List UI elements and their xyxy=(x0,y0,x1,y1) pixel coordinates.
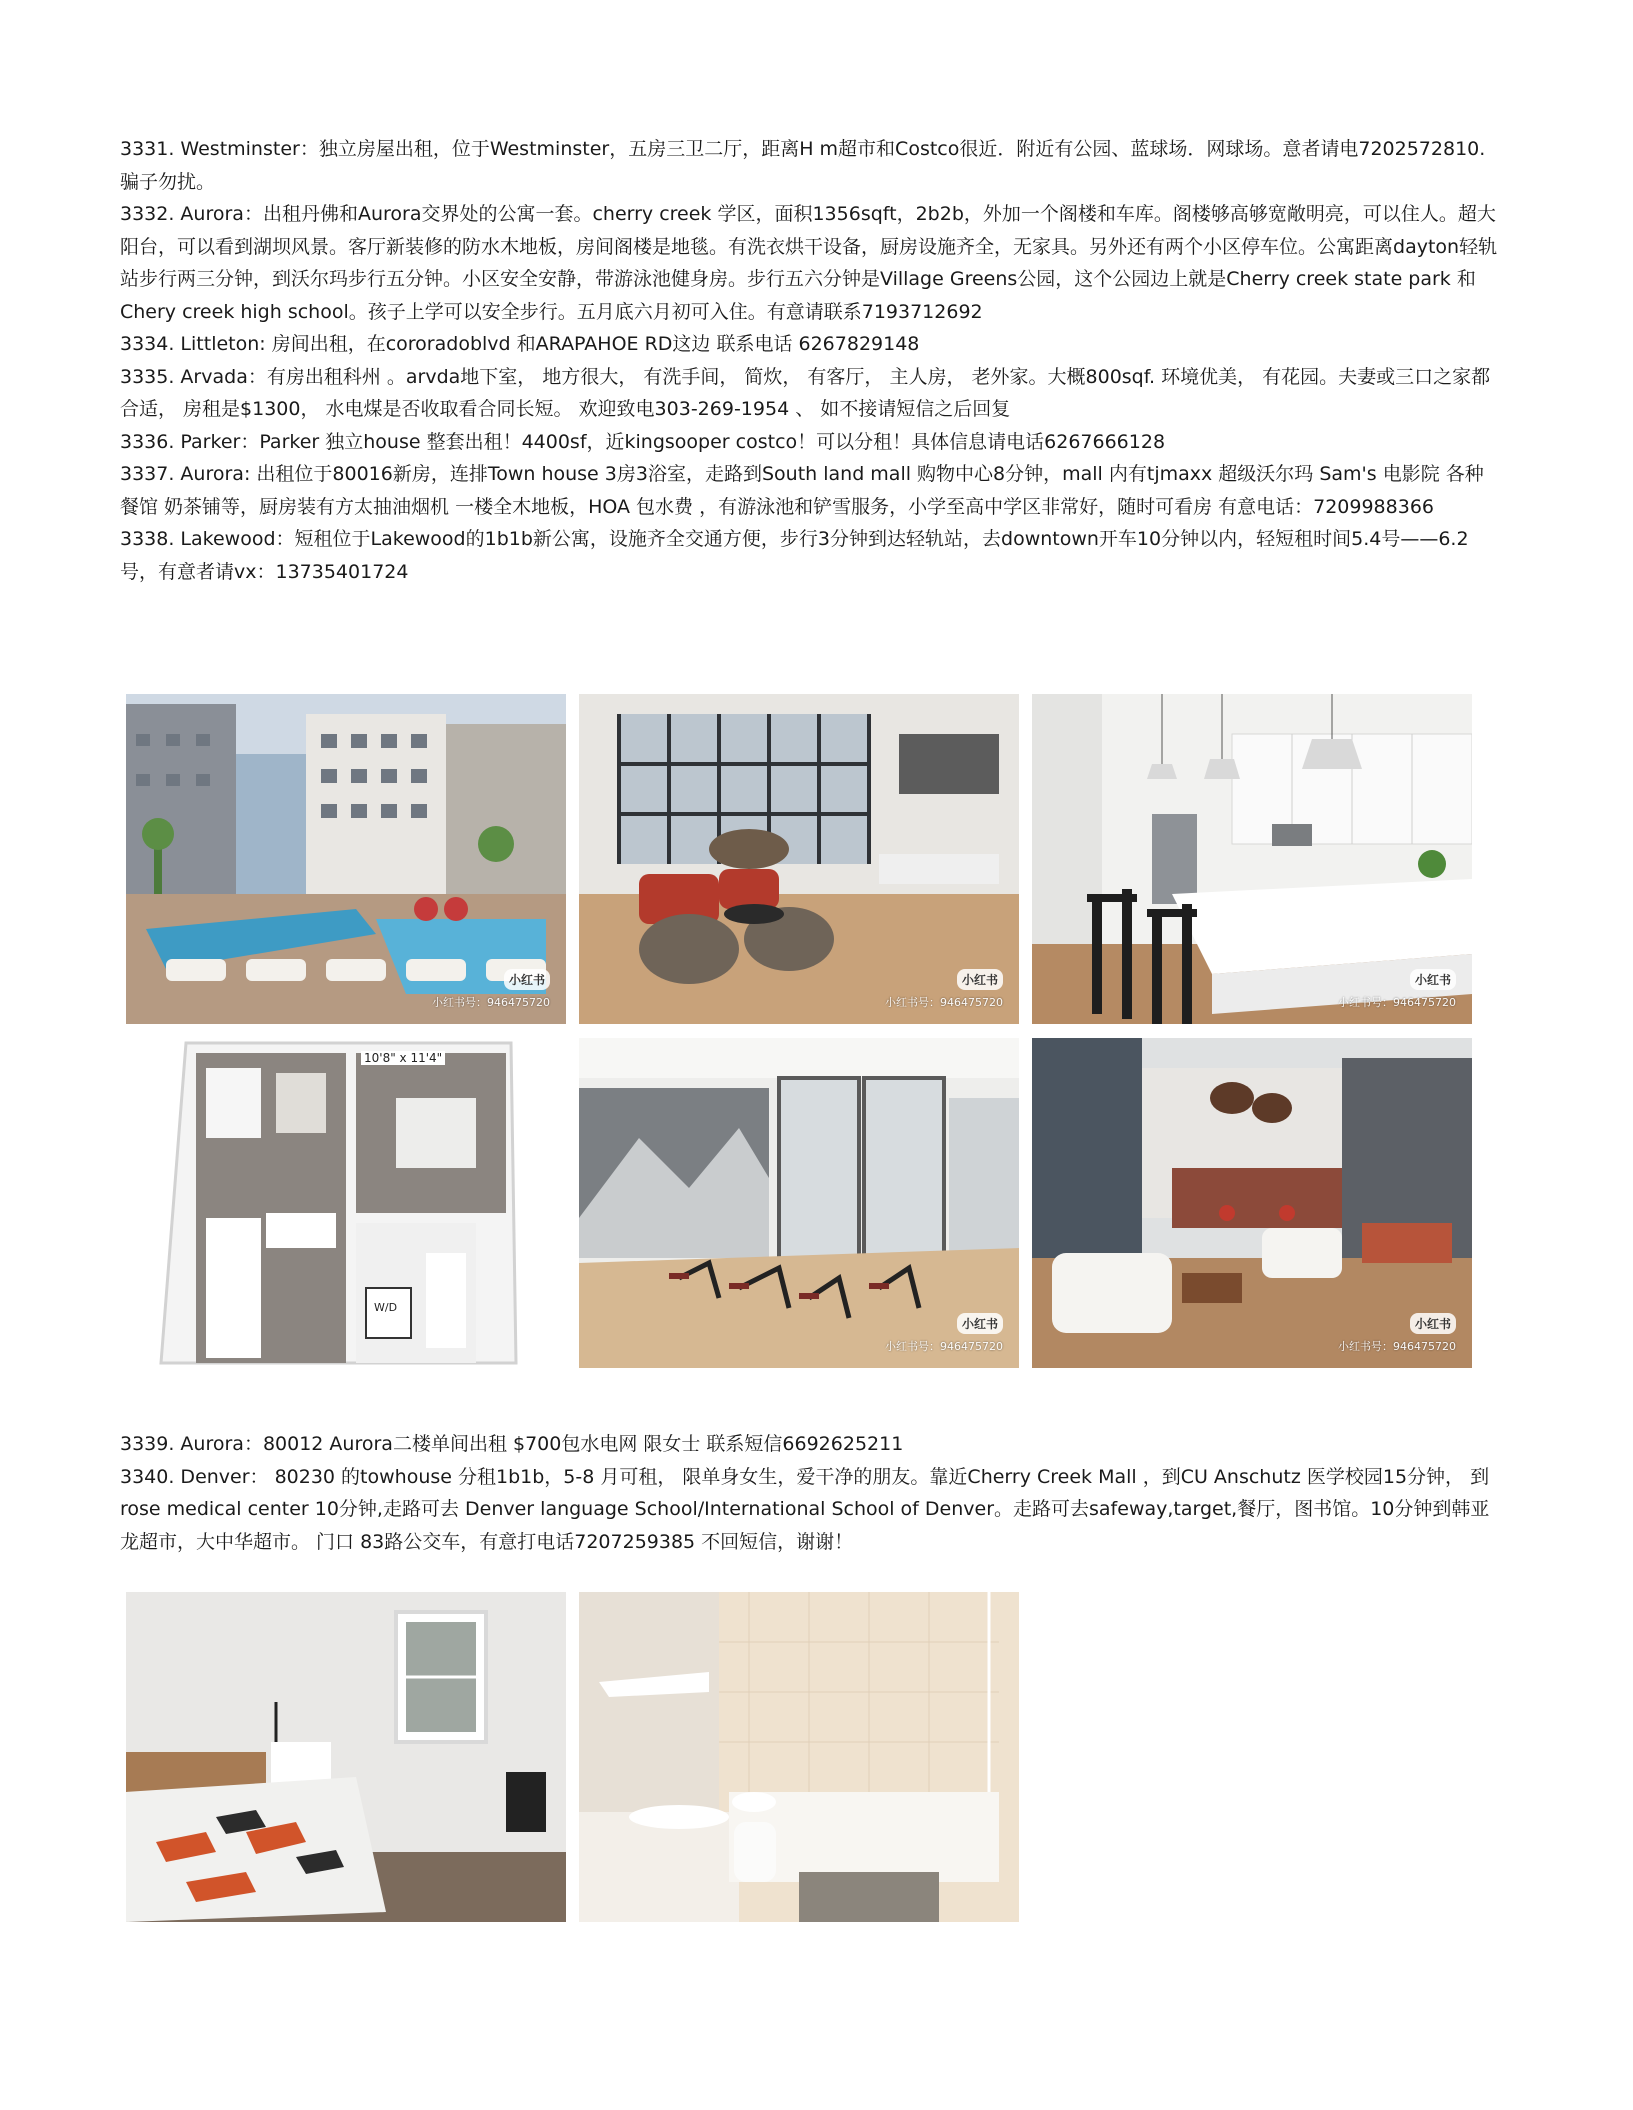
photo-floorplan xyxy=(126,1038,566,1368)
watermark: 小红书 小红书号：946475720 xyxy=(1338,969,1456,1010)
photo-living-lounge xyxy=(1032,1038,1472,1368)
listing-3331: 3331. Westminster：独立房屋出租，位于Westminster，五房三卫二厅，距离H m超市和Costco很近．附近有公园、蓝球场．网球场。意者请电7202572810. 骗子勿扰。 xyxy=(120,138,1486,193)
photo-kitchen xyxy=(1032,694,1472,1024)
listing-3334: 3334. Littleton: 房间出租，在cororadoblvd 和ARAPAHOE RD这边 联系电话 6267829148 xyxy=(120,333,920,355)
floorplan-dimension-label: 10'8" x 11'4" xyxy=(361,1051,445,1065)
photo-pool-courtyard xyxy=(126,694,566,1024)
listing-3337: 3337. Aurora: 出租位于80016新房，连排Town house 3房3浴室，走路到South land mall 购物中心8分钟，mall 内有tjmaxx 超级沃尔玛 Sam's 电影院 各种餐馆 奶茶铺等，厨房装有方太抽油烟机 一楼全木地板，HOA 包水费 ，有游泳池和铲雪服务，小学至高中学区非常好，随时可看房 有意电话：7209988366 xyxy=(120,463,1484,518)
watermark: 小红书 小红书号：946475720 xyxy=(1338,1313,1456,1354)
watermark: 小红书 小红书号：946475720 xyxy=(885,969,1003,1010)
listings-top xyxy=(120,133,1500,588)
listing-3336: 3336. Parker：Parker 独立house 整套出租！4400sf，近kingsooper costco！可以分租！具体信息请电话6267666128 xyxy=(120,430,1166,453)
listing-3338: 3338. Lakewood：短租位于Lakewood的1b1b新公寓，设施齐全交通方便，步行3分钟到达轻轨站，去downtown开车10分钟以内，轻短租时间5.4号——6.2号，有意者请vx：13735401724 xyxy=(120,528,1469,583)
photo-bathroom xyxy=(579,1592,1019,1922)
watermark: 小红书 小红书号：946475720 xyxy=(432,969,550,1010)
watermark: 小红书 小红书号：946475720 xyxy=(885,1313,1003,1354)
listings-bottom xyxy=(120,1428,1500,1558)
floorplan-wd-label: W/D xyxy=(374,1301,398,1314)
listing-3335: 3335. Arvada：有房出租科州 。arvda地下室， 地方很大， 有洗手间， 简炊， 有客厅， 主人房， 老外家。大概800sqf. 环境优美， 有花园。夫妻或三口之家都合适， 房租是$1300， 水电煤是否收取看合同长短。 欢迎致电303-269-1954 、 如不接请短信之后回复 xyxy=(120,365,1491,420)
photo-lobby-lounge xyxy=(579,694,1019,1024)
photo-fitness-room xyxy=(579,1038,1019,1368)
listing-3340: 3340. Denver： 80230 的towhouse 分租1b1b，5-8 月可租， 限单身女生，爱干净的朋友。靠近Cherry Creek Mall ，到CU Anschutz 医学校园15分钟， 到rose medical center 10分钟,走路可去 Denver language School/International School of Denver。走路可去safeway,target,餐厅，图书馆。10分钟到韩亚龙超市，大中华超市。 门口 83路公交车，有意打电话7207259385 不回短信，谢谢！ xyxy=(120,1465,1490,1553)
listing-3339: 3339. Aurora：80012 Aurora二楼单间出租 $700包水电网 限女士 联系短信6692625211 xyxy=(120,1433,904,1455)
photo-bedroom xyxy=(126,1592,566,1922)
listing-3332: 3332. Aurora：出租丹佛和Aurora交界处的公寓一套。cherry creek 学区，面积1356sqft，2b2b，外加一个阁楼和车库。阁楼够高够宽敞明亮，可以住人。超大阳台，可以看到湖坝风景。客厅新装修的防水木地板，房间阁楼是地毯。有洗衣烘干设备，厨房设施齐全，无家具。另外还有两个小区停车位。公寓距离dayton轻轨站步行两三分钟，到沃尔玛步行五分钟。小区安全安静，带游泳池健身房。步行五六分钟是Village Greens公园，这个公园边上就是Cherry creek state park 和Chery creek high school。孩子上学可以安全步行。五月底六月初可入住。有意请联系7193712692 xyxy=(120,203,1498,323)
